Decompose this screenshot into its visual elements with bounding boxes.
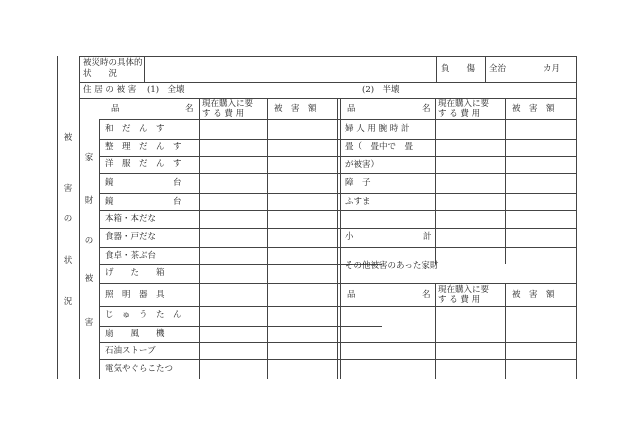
inner-side-label-char: 家 xyxy=(84,153,94,163)
left-item: 洋 服 だ ん す xyxy=(105,159,182,169)
dwelling-damage-label: 住 居 の 被 害 xyxy=(83,85,137,95)
outer-side-label-char: の xyxy=(63,214,73,224)
right-item-shoji: 障 子 xyxy=(345,178,371,188)
right-item-fusuma: ふすま xyxy=(345,197,371,207)
situation-input[interactable] xyxy=(145,57,435,82)
rule-label-col xyxy=(79,56,80,379)
inner-side-label-char: 害 xyxy=(84,318,94,328)
left-header-item-b: 名 xyxy=(185,104,194,114)
rule-header-top xyxy=(79,98,577,99)
left-header-damage: 被 害 額 xyxy=(274,104,317,114)
rule-left-cost-right xyxy=(267,98,268,379)
full-recovery-label: 全治 xyxy=(489,64,507,74)
right-item-tatami-line2: が被害） xyxy=(345,160,380,170)
right-header-item-b: 名 xyxy=(422,104,431,114)
left-header-item-a: 品 xyxy=(111,104,120,114)
rule-center-double-a xyxy=(337,98,338,379)
rule-dwelling-top xyxy=(79,82,577,83)
inner-side-label-char: 被 xyxy=(84,274,94,284)
right-item-clock-a: 小 xyxy=(345,232,354,242)
outer-side-label-char: 害 xyxy=(63,184,73,194)
rule-injury-right xyxy=(485,56,486,82)
dwelling-option-full[interactable]: (1) 全壊 xyxy=(147,85,185,95)
situation-label-line2: 状 況 xyxy=(83,69,118,79)
dwelling-option-half[interactable]: (2) 半壊 xyxy=(362,85,400,95)
left-item: 和 だ ん す xyxy=(105,124,165,134)
lower-right-header-item-b: 名 xyxy=(422,290,431,300)
outer-side-label-char: 被 xyxy=(63,133,73,143)
left-item: 鏡 台 xyxy=(105,197,182,207)
inner-side-label-char: の xyxy=(84,236,94,246)
injury-label: 負 傷 xyxy=(441,64,476,74)
right-item-tatami-line1: 畳（ 畳中で 畳 xyxy=(345,142,414,152)
left-item: 石油ストーブ xyxy=(105,346,156,356)
left-item: 整 理 だ ん す xyxy=(105,142,182,152)
lower-right-header-cost-line1: 現在購入に要 xyxy=(438,285,490,295)
left-item: じ ゅ う た ん xyxy=(105,310,182,320)
lower-right-header-cost-line2: す る 費 用 xyxy=(438,295,481,305)
damage-report-form xyxy=(57,56,577,379)
rule-right-cost-right xyxy=(505,98,506,264)
left-item: 鏡 台 xyxy=(105,178,182,188)
situation-label-line1: 被災時の具体的 xyxy=(83,58,143,68)
left-item: 食器・戸だな xyxy=(105,232,157,242)
right-item-clock-b: 計 xyxy=(423,232,432,242)
right-header-damage: 被 害 額 xyxy=(512,104,555,114)
lower-right-header-damage: 被 害 額 xyxy=(512,290,555,300)
other-damaged-items-label: その他被害のあった家財 xyxy=(345,261,439,271)
lower-right-header-item-a: 品 xyxy=(347,290,356,300)
rule-injury-left xyxy=(436,56,437,82)
right-item-watch: 婦 人 用 腕 時 計 xyxy=(345,124,410,134)
rule-inner-label-col xyxy=(99,119,100,379)
left-item: 扇 風 機 xyxy=(105,329,165,339)
rule-left-item-right xyxy=(199,98,200,379)
left-header-cost-line1: 現在購入に要 xyxy=(202,99,254,109)
months-label: カ月 xyxy=(543,64,561,74)
left-header-cost-line2: す る 費 用 xyxy=(202,109,245,119)
right-header-cost-line1: 現在購入に要 xyxy=(438,99,490,109)
rule-right-item-right xyxy=(435,98,436,264)
rule-center-double-b xyxy=(340,98,341,379)
outer-side-label-char: 況 xyxy=(63,297,73,307)
outer-side-label-char: 状 xyxy=(63,256,73,266)
rule-outer-right xyxy=(576,56,577,379)
left-item: 電気やぐらこたつ xyxy=(105,364,174,374)
left-item: 照 明 器 具 xyxy=(105,290,165,300)
left-item: 本箱・本だな xyxy=(105,214,157,224)
rule-right-item-right-lower xyxy=(435,283,436,379)
rule-outer-left xyxy=(57,56,58,379)
left-item: げ た 箱 xyxy=(105,268,165,278)
rule-right-cost-right-lower xyxy=(505,283,506,379)
right-header-item-a: 品 xyxy=(347,104,356,114)
left-item: 食卓・茶ぶ台 xyxy=(105,251,157,261)
inner-side-label-char: 財 xyxy=(84,196,94,206)
right-header-cost-line2: す る 費 用 xyxy=(438,109,481,119)
